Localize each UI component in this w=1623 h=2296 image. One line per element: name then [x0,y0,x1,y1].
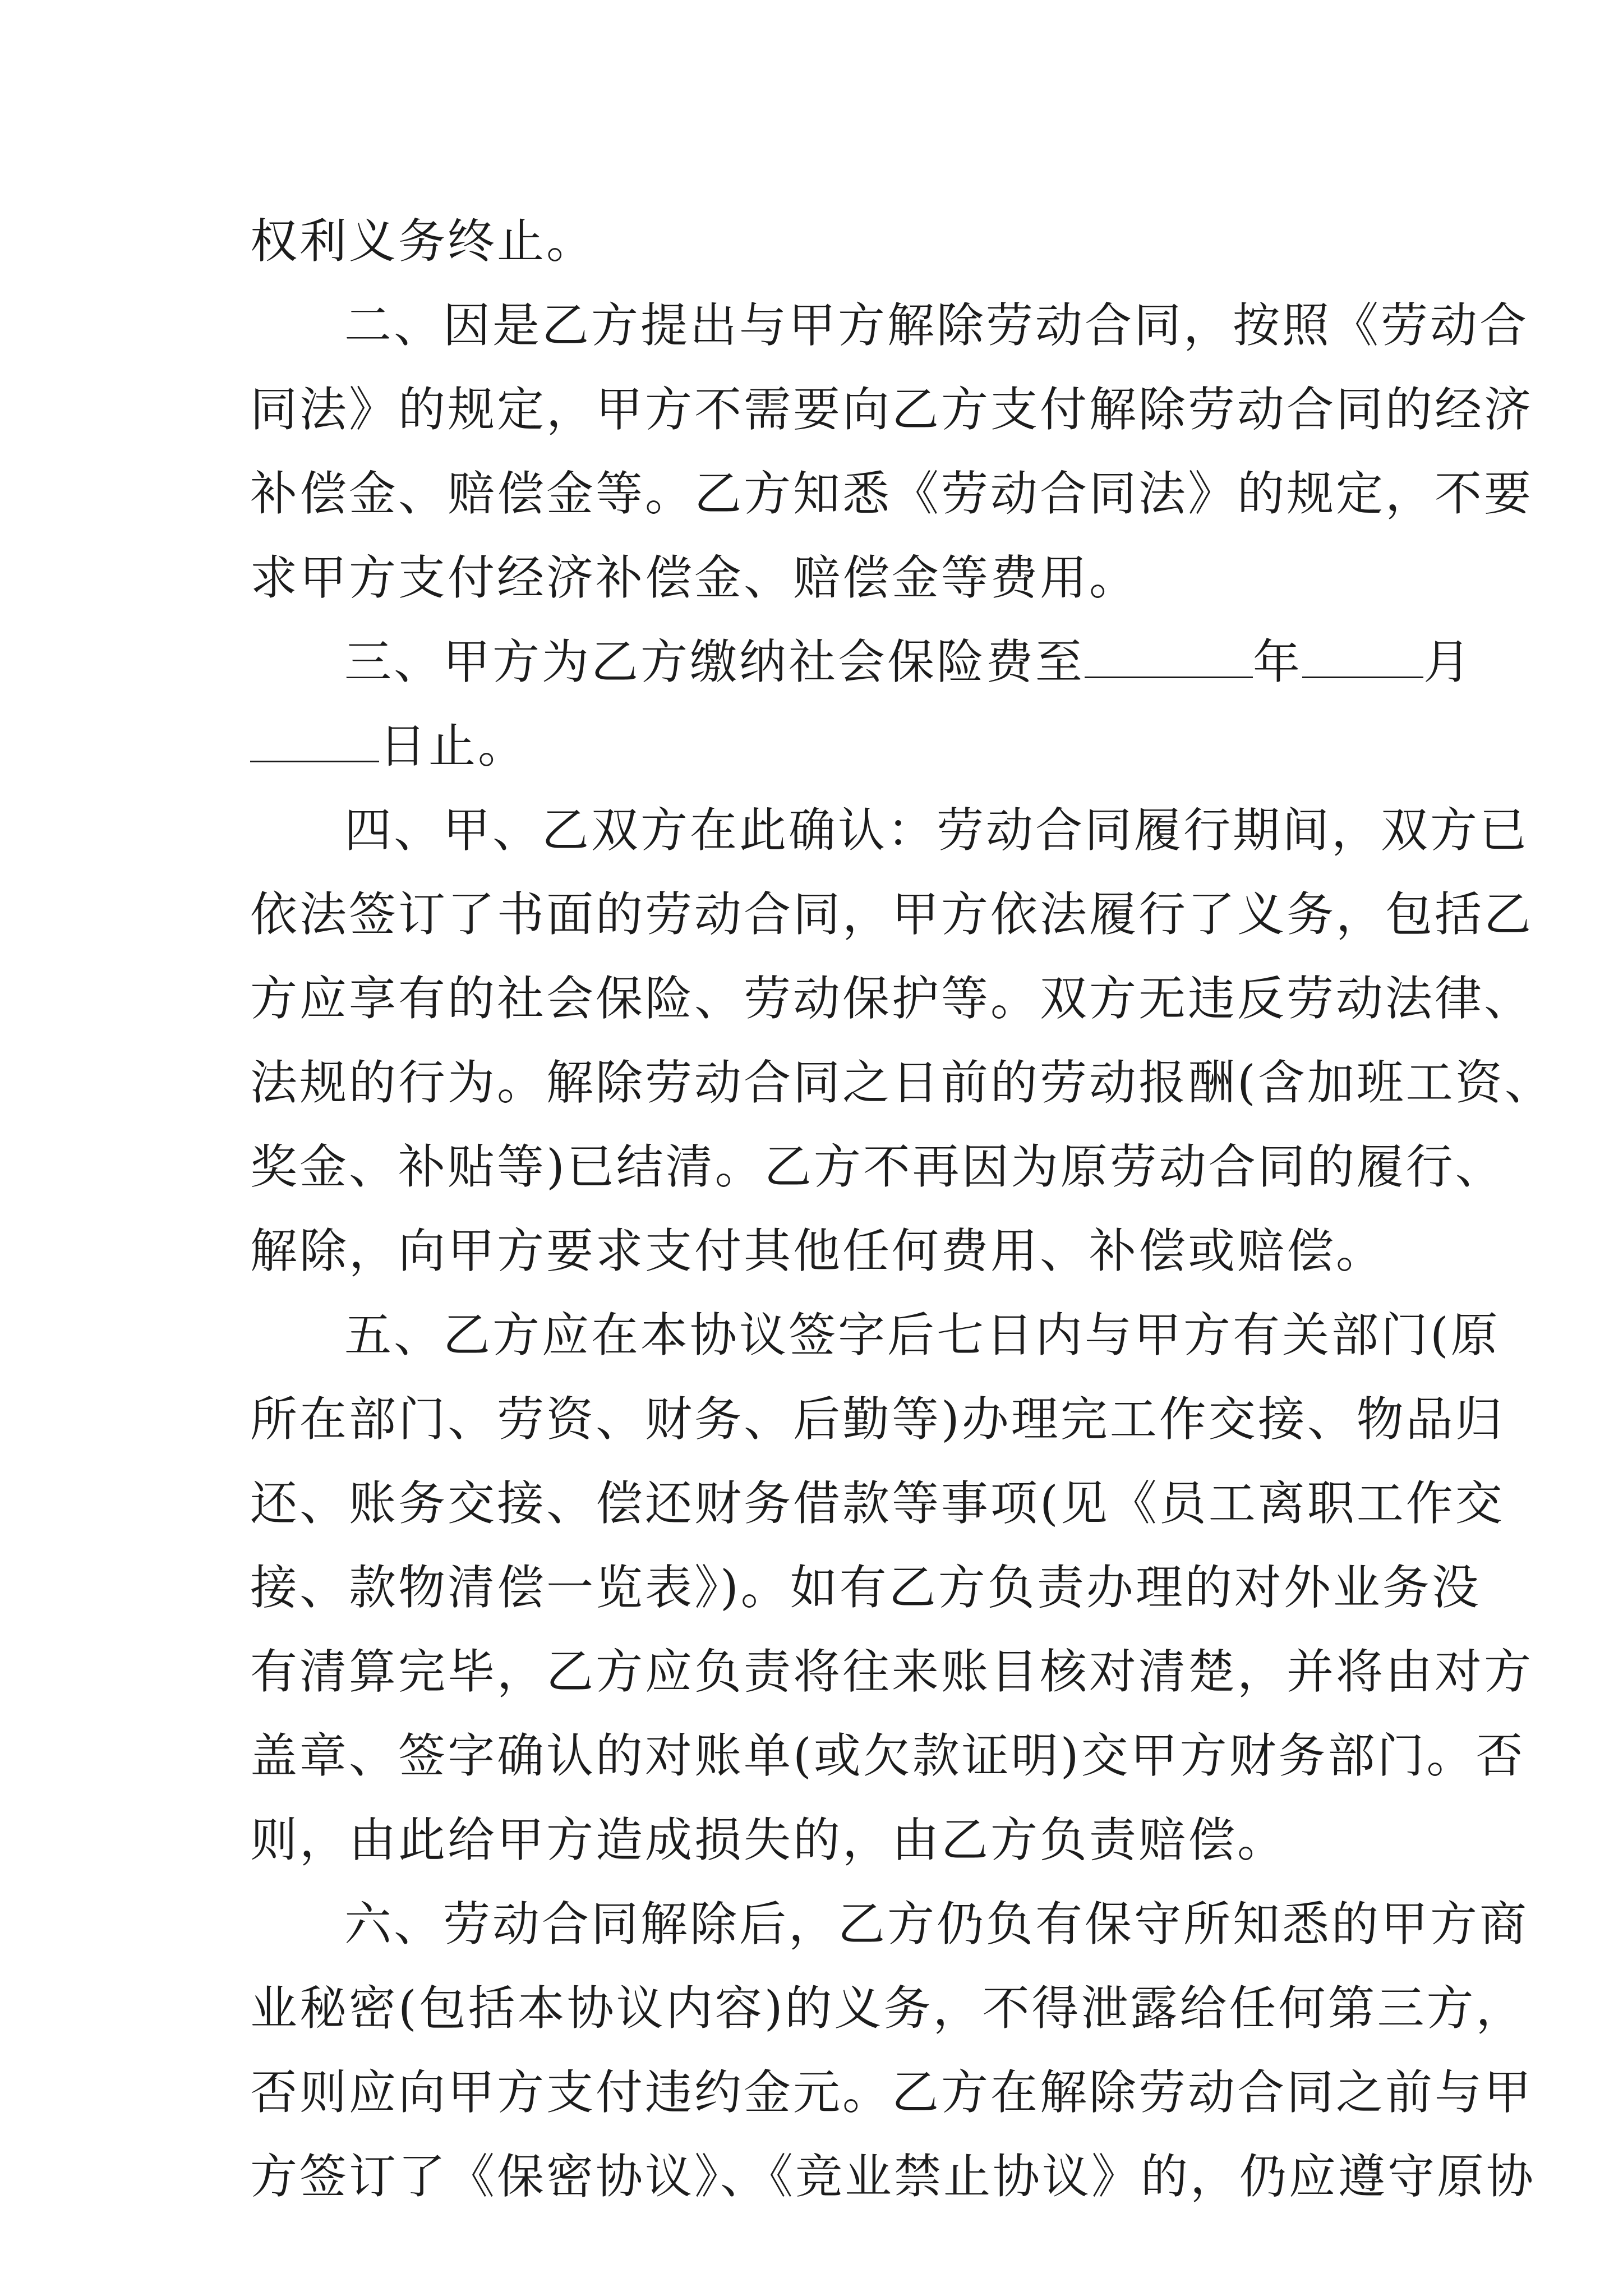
text-line: 求甲方支付经济补偿金、赔偿金等费用。 [250,550,1139,605]
text-line: 有清算完毕，乙方应负责将往来账目核对清楚，并将由对方 [250,1644,1534,1699]
clause-3-line-2 [250,704,1377,788]
text-line: 方应享有的社会保险、劳动保护等。双方无违反劳动法律、 [250,971,1534,1026]
document-body [250,199,1554,2219]
text-line: 还、账务交接、偿还财务借款等事项(见《员工离职工作交 [250,1476,1505,1531]
text-line: 解除，向甲方要求支付其他任何费用、补偿或赔偿。 [250,1223,1386,1278]
month-label: 月 [1423,634,1473,689]
text-line: 盖章、签字确认的对账单(或欠款证明)交甲方财务部门。否 [250,1728,1525,1783]
text-line: 所在部门、劳资、财务、后勤等)办理完工作交接、物品归 [250,1392,1505,1447]
clause-3-line-1 [250,620,1473,704]
clause-3-lead: 三、甲方为乙方缴纳社会保险费至 [344,634,1085,689]
year-blank [1085,635,1253,678]
text-line: 方签订了《保密协议》、《竞业禁止协议》的，仍应遵守原协 [250,2149,1536,2204]
day-blank [250,719,379,762]
day-end-label: 日止。 [379,719,528,774]
text-line: 补偿金、赔偿金等。乙方知悉《劳动合同法》的规定，不要 [250,466,1534,521]
year-label: 年 [1253,634,1303,689]
text-line: 则，由此给甲方造成损失的，由乙方负责赔偿。 [250,1812,1287,1867]
text-line: 六、劳动合同解除后，乙方仍负有保守所知悉的甲方商 [344,1897,1529,1952]
text-line: 依法签订了书面的劳动合同，甲方依法履行了义务，包括乙 [250,887,1534,942]
month-blank [1302,635,1423,678]
text-line: 业秘密(包括本协议内容)的义务，不得泄露给任何第三方， [250,1981,1525,2036]
text-line: 五、乙方应在本协议签字后七日内与甲方有关部门(原 [344,1308,1500,1363]
text-line: 同法》的规定，甲方不需要向乙方支付解除劳动合同的经济 [250,382,1534,437]
text-line: 法规的行为。解除劳动合同之日前的劳动报酬(含加班工资、 [250,1055,1554,1110]
text-line: 否则应向甲方支付违约金元。乙方在解除劳动合同之前与甲 [250,2065,1534,2120]
text-line: 权利义务终止。 [250,214,596,269]
text-line: 二、因是乙方提出与甲方解除劳动合同，按照《劳动合 [344,298,1529,353]
text-line: 接、款物清偿一览表》)。如有乙方负责办理的对外业务没 [250,1560,1481,1615]
text-line: 奖金、补贴等)已结清。乙方不再因为原劳动合同的履行、 [250,1139,1505,1194]
text-line: 四、甲、乙双方在此确认：劳动合同履行期间，双方已 [344,803,1529,858]
